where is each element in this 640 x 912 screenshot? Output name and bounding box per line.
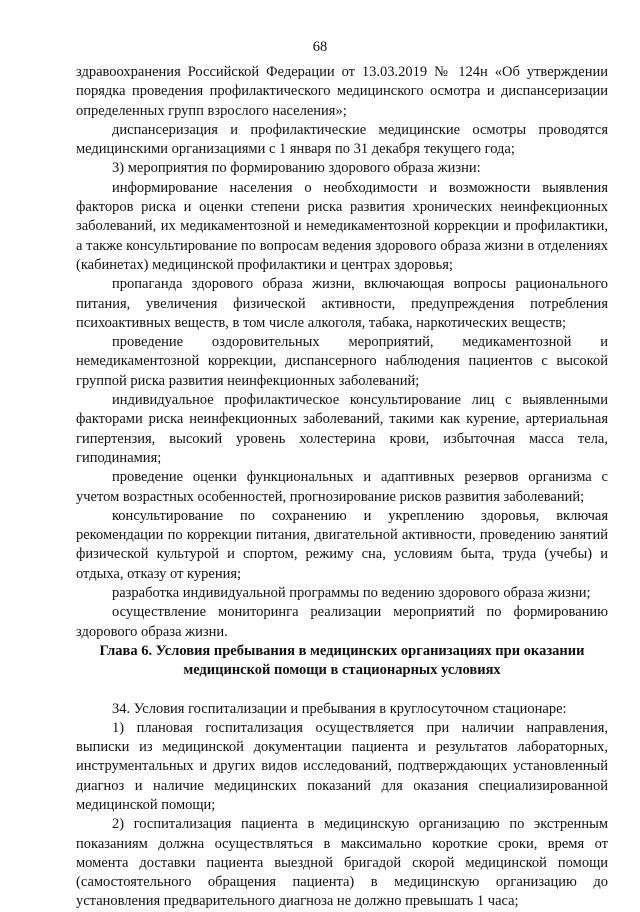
section-paragraph: 1) плановая госпитализация осуществляется при наличии направления, выписки из медицинской документации пациента и результатов лабораторных, инструментальных и других видов исследований, подтверждающих установленный диагноз и наличие медицинских показаний для оказания специализированной медицинской помощи; bbox=[76, 719, 608, 813]
paragraph: информирование населения о необходимости и возможности выявления факторов риска и оценки степени риска развития хронических неинфекционных заболеваний, их медикаментозной и немедикаментозной коррекции и профилактики, а также консультирование по вопросам ведения здорового образа жизни в отделениях (кабинетах) медицинской профилактики и центрах здоровья; bbox=[76, 179, 608, 273]
paragraph: проведение оздоровительных мероприятий, медикаментозной и немедикаментозной коррекции, диспансерного наблюдения пациентов с высокой группой риска развития неинфекционных заболеваний; bbox=[76, 334, 608, 389]
paragraph: проведение оценки функциональных и адаптивных резервов организма с учетом возрастных особенностей, прогнозирование рисков развития заболеваний; bbox=[76, 469, 608, 505]
paragraph: осуществление мониторинга реализации мероприятий по формированию здорового образа жизни. bbox=[76, 604, 608, 640]
section-spacer bbox=[76, 681, 608, 700]
chapter-heading: Глава 6. Условия пребывания в медицинских организациях при оказании медицинской помощи в стационарных условиях bbox=[99, 642, 585, 679]
paragraph: здравоохранения Российской Федерации от 13.03.2019 № 124н «Об утверждении порядка проведения профилактического медицинского осмотра и диспансеризации определенных групп взрослого населения»; bbox=[76, 64, 608, 119]
page-number: 68 bbox=[312, 39, 328, 55]
paragraph: консультирование по сохранению и укреплению здоровья, включая рекомендации по коррекции питания, двигательной активности, проведению занятий физической культурой и спортом, режиму сна, условиям быта, труда (учебы) и отдыха, отказу от курения; bbox=[76, 507, 608, 582]
paragraph: 3) мероприятия по формированию здорового образа жизни: bbox=[112, 160, 481, 177]
document-body bbox=[76, 63, 608, 912]
paragraph: разработка индивидуальной программы по ведению здорового образа жизни; bbox=[112, 585, 591, 602]
paragraph: индивидуальное профилактическое консультирование лиц с выявленными факторами риска неинфекционных заболеваний, такими как курение, артериальная гипертензия, высокий уровень холестерина крови, избыточная масса тела, гиподинамия; bbox=[76, 392, 608, 466]
paragraph: диспансеризация и профилактические медицинские осмотры проводятся медицинскими организациями с 1 января по 31 декабря текущего года; bbox=[76, 121, 608, 158]
paragraph: пропаганда здорового образа жизни, включающая вопросы рационального питания, увеличения физической активности, предупреждения потребления психоактивных веществ, в том числе алкоголя, табака, наркотических веществ; bbox=[76, 276, 608, 331]
section-paragraph: 34. Условия госпитализации и пребывания в круглосуточном стационаре: bbox=[112, 700, 567, 717]
section-paragraph: 2) госпитализация пациента в медицинскую организацию по экстренным показаниям должна осуществляться в максимально короткие сроки, время от момента доставки пациента выездной бригадой скорой медицинской помощи (самостоятельного обращения пациента) в медицинскую организацию до установления предварительного диагноза не должно превышать 1 часа; bbox=[76, 816, 608, 910]
